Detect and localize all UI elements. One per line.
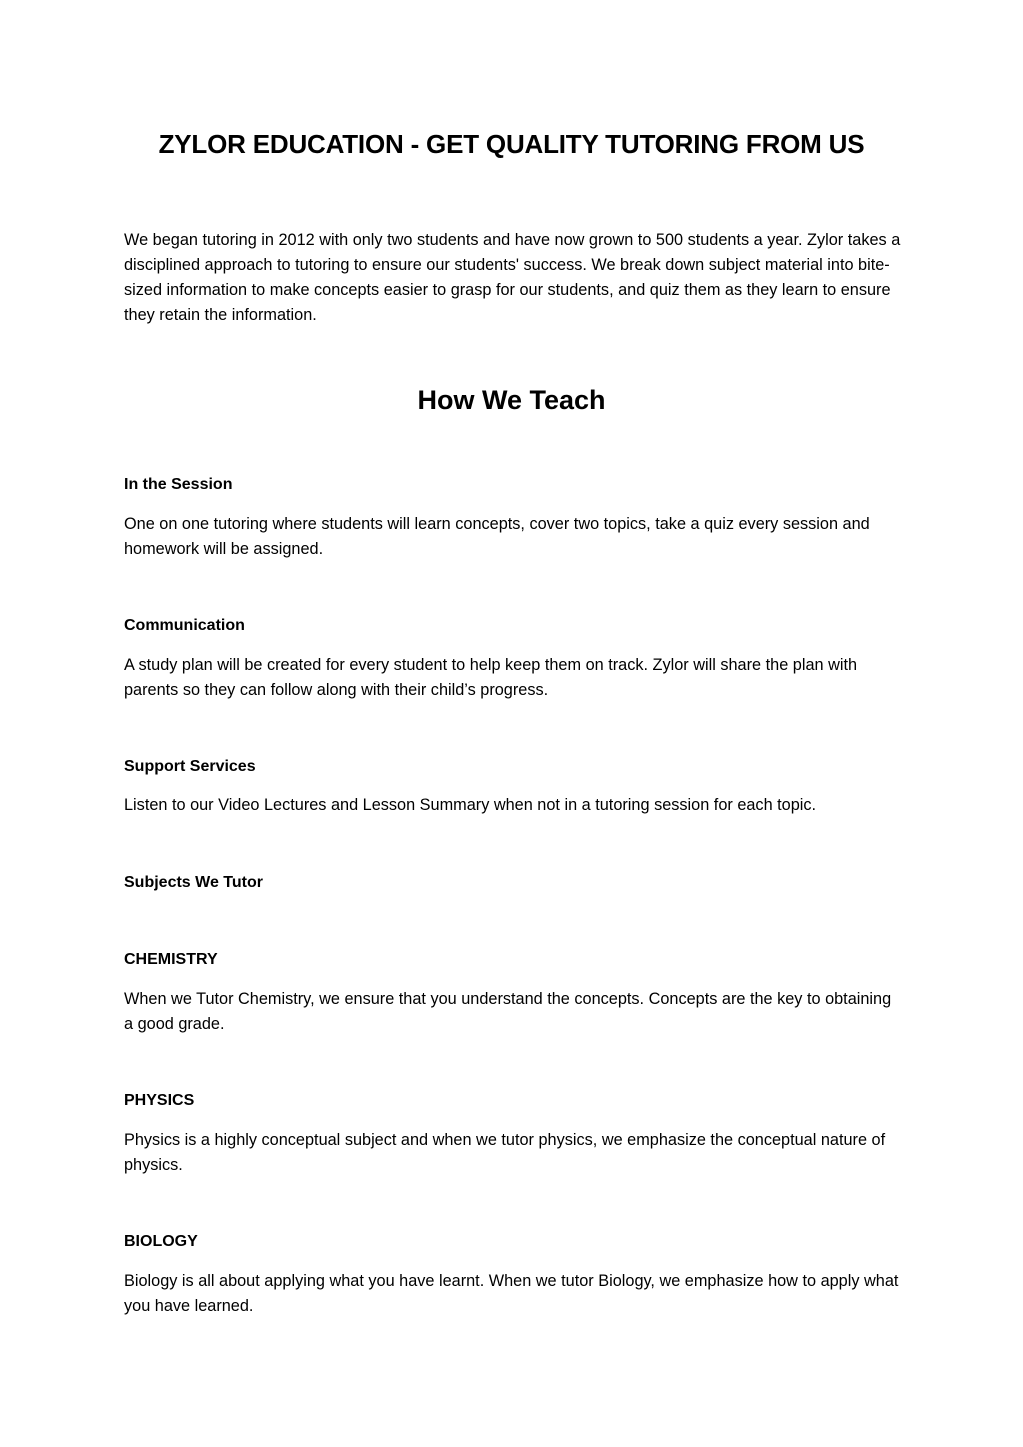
paragraph-in-the-session: One on one tutoring where students will learn concepts, cover two topics, take a quiz every session and homework will be assigned. (124, 515, 870, 558)
paragraph-chemistry: When we Tutor Chemistry, we ensure that you understand the concepts. Concepts are the key to obtaining a good grade. (124, 990, 892, 1033)
heading-support-services: Support Services (124, 758, 256, 775)
heading-chemistry: CHEMISTRY (124, 951, 218, 968)
heading-communication: Communication (124, 617, 245, 634)
paragraph-support-services: Listen to our Video Lectures and Lesson Summary when not in a tutoring session for each topic. (124, 796, 817, 814)
intro-paragraph: We began tutoring in 2012 with only two students and have now grown to 500 students a year. Zylor takes a disciplined approach to tutoring to ensure our students' success. We break down subject material into bite-sized information to make concepts easier to grasp for our students, and quiz them as they learn to ensure they retain the information. (124, 231, 901, 324)
document-title: ZYLOR EDUCATION - GET QUALITY TUTORING FROM US (158, 129, 865, 159)
section-title-how-we-teach: How We Teach (417, 385, 606, 415)
paragraph-physics: Physics is a highly conceptual subject and when we tutor physics, we emphasize the conceptual nature of physics. (124, 1131, 886, 1174)
paragraph-biology: Biology is all about applying what you have learnt. When we tutor Biology, we emphasize how to apply what you have learned. (124, 1272, 899, 1315)
heading-biology: BIOLOGY (124, 1233, 198, 1250)
heading-subjects-we-tutor: Subjects We Tutor (124, 874, 263, 891)
heading-physics: PHYSICS (124, 1092, 195, 1109)
heading-in-the-session: In the Session (124, 476, 233, 493)
paragraph-communication: A study plan will be created for every student to help keep them on track. Zylor will share the plan with parents so they can follow along with their child’s progress. (124, 656, 858, 699)
